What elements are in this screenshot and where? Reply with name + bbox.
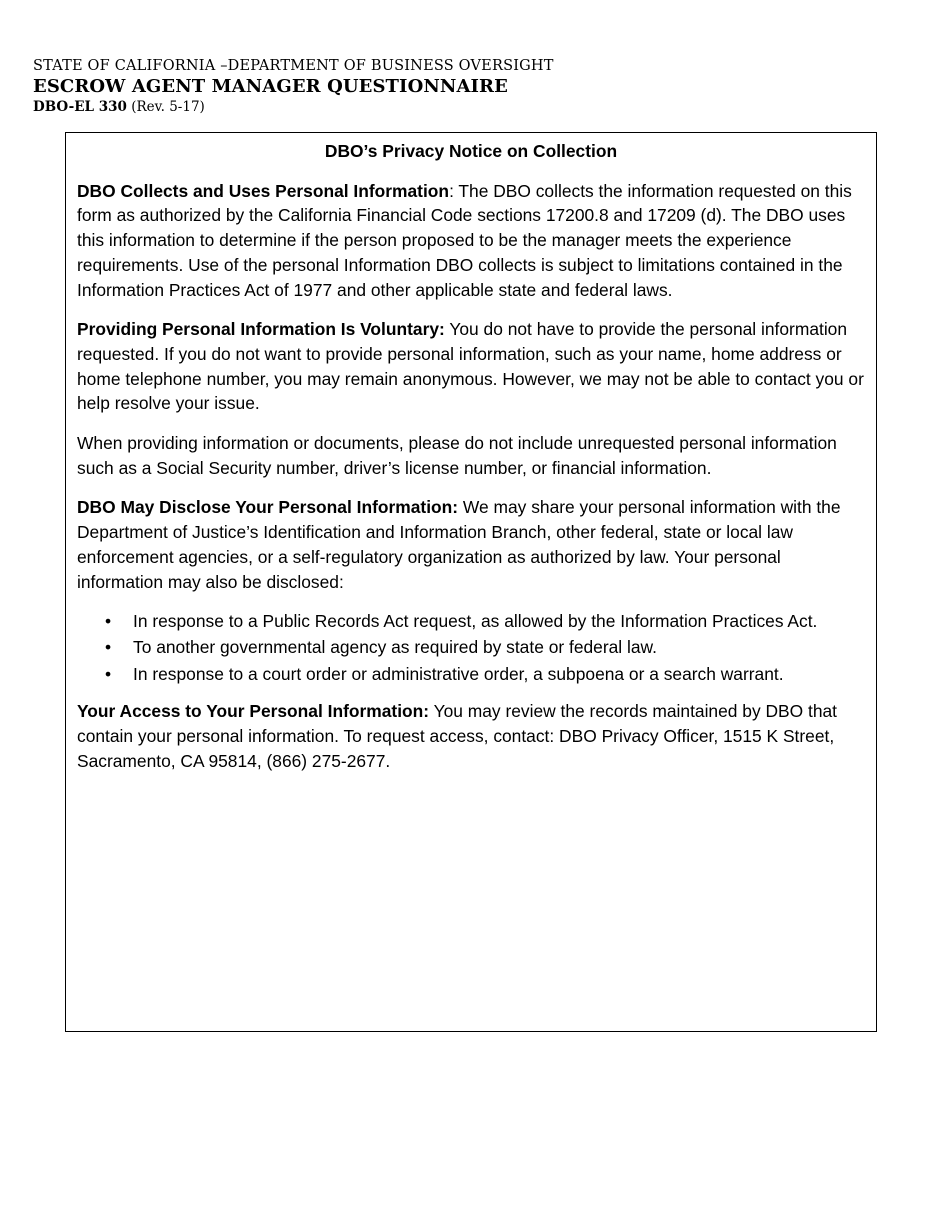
notice-title: DBO’s Privacy Notice on Collection (324, 141, 618, 161)
list-item (77, 662, 865, 687)
disclose-heading: DBO May Disclose Your Personal Information: (77, 497, 459, 518)
agency-name: STATE OF CALIFORNIA –DEPARTMENT OF BUSINESS OVERSIGHT (33, 58, 554, 74)
bullet-icon: • (105, 637, 112, 658)
collects-paragraph (77, 179, 865, 303)
disclosure-list (77, 609, 865, 686)
privacy-notice-box (65, 132, 877, 1032)
list-item-text: In response to a court order or administrative order, a subpoena or a search warrant. (133, 663, 784, 684)
list-item (77, 635, 865, 660)
access-text: You may review the records maintained by DBO that contain your personal information. To request access, contact: DBO Privacy Officer, 1515 K Street, Sacramento, CA 95814, (866) 275-2677. (77, 701, 838, 771)
disclose-text: We may share your personal information with the Department of Justice’s Identification and Information Branch, other federal, state or local law enforcement agencies, or a self-regulatory organization as authorized by law. Your personal information may also be disclosed: (77, 497, 841, 592)
voluntary-paragraph (77, 317, 865, 416)
voluntary-heading: Providing Personal Information Is Voluntary: (77, 319, 445, 340)
list-item-text: To another governmental agency as required by state or federal law. (133, 637, 657, 658)
voluntary-text: You do not have to provide the personal information requested. If you do not want to provide personal information, such as your name, home address or home telephone number, you may remain anonymous. However, we may not be able to contact you or help resolve your issue. (77, 319, 864, 414)
form-header (33, 57, 554, 116)
collects-heading: DBO Collects and Uses Personal Information (77, 180, 450, 201)
access-heading: Your Access to Your Personal Information: (77, 701, 430, 722)
bullet-icon: • (105, 611, 112, 632)
form-title: ESCROW AGENT MANAGER QUESTIONNAIRE (33, 76, 508, 97)
list-item-text: In response to a Public Records Act request, as allowed by the Information Practices Act. (133, 611, 818, 632)
form-revision: (Rev. 5-17) (131, 99, 205, 115)
list-item (77, 609, 865, 634)
bullet-icon: • (105, 663, 112, 684)
documents-paragraph: When providing information or documents, please do not include unrequested personal information such as a Social Security number, driver’s license number, or financial information. (77, 433, 837, 478)
form-code: DBO-EL 330 (33, 99, 127, 115)
collects-text: : The DBO collects the information requested on this form as authorized by the California Financial Code sections 17200.8 and 17209 (d). The DBO uses this information to determine if the person proposed to be the manager meets the experience requirements. Use of the personal Information DBO collects is subject to limitations contained in the Information Practices Act of 1977 and other applicable state and federal laws. (77, 180, 852, 300)
access-paragraph (77, 699, 865, 773)
disclose-paragraph (77, 495, 865, 594)
form-id (33, 99, 554, 116)
